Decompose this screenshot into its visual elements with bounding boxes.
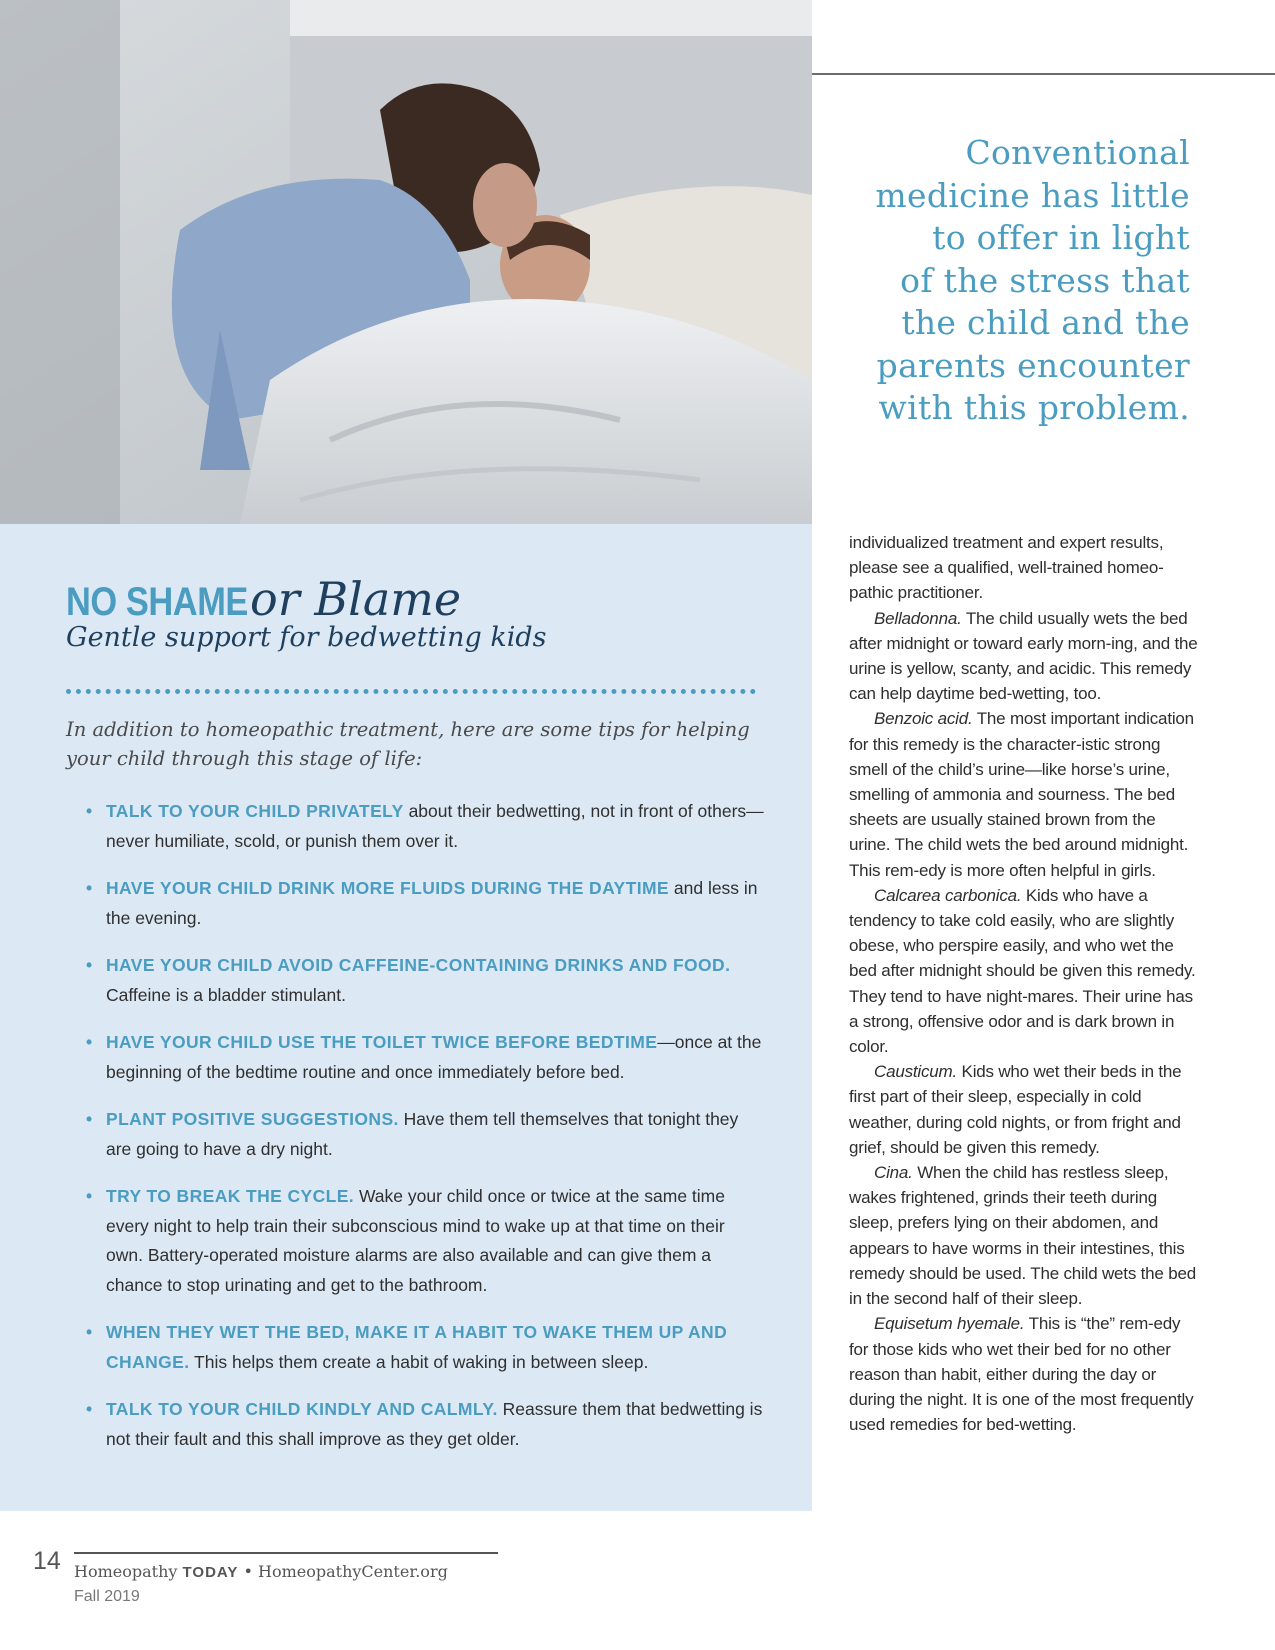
remedy-text: Kids who wet their beds in the first part of their sleep, especially in cold weather, during cold nights, or from fright and grief, should be given this remedy. xyxy=(849,1062,1182,1157)
pull-quote-line: the child and the xyxy=(901,303,1190,342)
remedy-paragraph xyxy=(849,883,1201,1059)
top-rule xyxy=(812,73,1275,75)
tip-body: —once at the beginning of the bedtime routine and once immediately before bed. xyxy=(106,1032,762,1082)
pull-quote-line: of the stress that xyxy=(900,260,1190,300)
article-column xyxy=(849,530,1201,1437)
tip-heading: TALK TO YOUR CHILD PRIVATELY xyxy=(106,801,404,821)
pull-quote-line: Conventional xyxy=(965,133,1190,172)
pull-quote xyxy=(830,132,1190,430)
tip-item xyxy=(86,1105,766,1164)
remedy-text: The child usually wets the bed after midnight or toward early morn-ing, and the urine is yellow, scanty, and acidic. This remedy can help daytime bed-wetting, too. xyxy=(849,608,1198,704)
footer-separator: • xyxy=(243,1562,253,1581)
remedy-paragraph xyxy=(849,1059,1201,1160)
remedy-paragraph xyxy=(849,706,1201,882)
tip-item xyxy=(86,874,766,933)
remedy-name: Cina. xyxy=(874,1163,913,1183)
dotted-divider xyxy=(66,689,756,694)
pull-quote-line: with this problem. xyxy=(878,388,1190,427)
website-link[interactable]: HomeopathyCenter.org xyxy=(258,1562,448,1581)
tip-body: Have them tell themselves that tonight they are going to have a dry night. xyxy=(106,1109,739,1159)
bullet-icon: • xyxy=(86,878,93,898)
tip-body: This helps them create a habit of waking in between sleep. xyxy=(189,1351,649,1372)
bullet-icon: • xyxy=(86,1186,93,1206)
article-paragraph: individualized treatment and expert results, please see a qualified, well-trained homeo-pathic practitioner. xyxy=(849,533,1164,603)
sidebar-title xyxy=(66,572,461,626)
sidebar-subtitle: Gentle support for bedwetting kids xyxy=(66,622,547,653)
remedy-paragraph xyxy=(849,606,1201,707)
remedy-paragraph xyxy=(849,1311,1201,1437)
sidebar-title-caps: NO SHAME xyxy=(66,580,248,624)
tip-body: Reassure them that bedwetting is not their fault and this shall improve as they get older. xyxy=(106,1399,763,1449)
page-number: 14 xyxy=(33,1547,61,1575)
footer-publication xyxy=(74,1562,448,1581)
sidebar-intro: In addition to homeopathic treatment, here are some tips for helping your child through this stage of life: xyxy=(66,718,750,770)
tips-list xyxy=(86,797,766,1454)
tip-item xyxy=(86,1028,766,1087)
tip-item xyxy=(86,1395,766,1454)
bullet-icon: • xyxy=(86,1109,93,1129)
bullet-icon: • xyxy=(86,955,93,975)
remedy-name: Causticum. xyxy=(874,1062,958,1082)
pull-quote-line: parents encounter xyxy=(876,345,1190,385)
magazine-name-bold: TODAY xyxy=(182,1564,239,1581)
remedy-name: Belladonna. xyxy=(874,608,962,628)
bullet-icon: • xyxy=(86,1322,93,1342)
tip-item xyxy=(86,1182,766,1300)
tip-item xyxy=(86,797,766,856)
issue-date: Fall 2019 xyxy=(74,1588,140,1605)
tip-heading: HAVE YOUR CHILD AVOID CAFFEINE-CONTAINING DRINKS AND FOOD. xyxy=(106,955,731,975)
pull-quote-line: to offer in light xyxy=(932,218,1190,257)
bullet-icon: • xyxy=(86,801,93,821)
tip-heading: WHEN THEY WET THE BED, MAKE IT A HABIT TO WAKE THEM UP AND CHANGE. xyxy=(106,1322,728,1372)
tip-heading: PLANT POSITIVE SUGGESTIONS. xyxy=(106,1109,399,1129)
remedy-paragraph xyxy=(849,1160,1201,1311)
bullet-icon: • xyxy=(86,1032,93,1052)
tip-item xyxy=(86,1318,766,1377)
magazine-name: Homeopathy xyxy=(74,1562,178,1581)
sidebar-title-script: or Blame xyxy=(250,572,462,626)
tip-heading: HAVE YOUR CHILD USE THE TOILET TWICE BEFORE BEDTIME xyxy=(106,1032,658,1052)
tip-heading: TRY TO BREAK THE CYCLE. xyxy=(106,1186,355,1206)
bullet-icon: • xyxy=(86,1399,93,1419)
tip-heading: TALK TO YOUR CHILD KINDLY AND CALMLY. xyxy=(106,1399,498,1419)
remedy-text: This is “the” rem-edy for those kids who wet their bed for no other reason than habit, either during the day or during the night. It is one of the most frequently used remedies for bed-wetting. xyxy=(849,1314,1194,1435)
tip-body: Caffeine is a bladder stimulant. xyxy=(106,984,346,1005)
remedy-text: When the child has restless sleep, wakes frightened, grinds their teeth during sleep, prefers lying on their abdomen, and appears to have worms in their intestines, this remedy should be used. The child wets the bed in the second half of their sleep. xyxy=(849,1163,1196,1309)
remedy-name: Calcarea carbonica. xyxy=(874,885,1022,905)
remedy-text: The most important indication for this remedy is the character-istic strong smell of the child’s urine—like horse’s urine, smelling of ammonia and sourness. The bed sheets are usually stained brown from the urine. The child wets the bed around midnight. This rem-edy is more often helpful in girls. xyxy=(849,709,1194,880)
tip-item xyxy=(86,951,766,1010)
hero-photo xyxy=(0,0,812,524)
bedroom-photo-illustration xyxy=(0,0,812,524)
remedy-text: Kids who have a tendency to take cold easily, who are slightly obese, who perspire easily, and who wet the bed after midnight should be given this remedy. They tend to have night-mares. Their urine has a strong, offensive odor and is dark brown in color. xyxy=(849,885,1196,1057)
pull-quote-line: medicine has little xyxy=(875,175,1190,215)
remedy-name: Benzoic acid. xyxy=(874,709,973,729)
tip-body: Wake your child once or twice at the same time every night to help train their subconscious mind to wake up at that time on their own. Battery-operated moisture alarms are also available and can give them a chance to stop urinating and get to the bathroom. xyxy=(106,1186,725,1295)
tip-body: about their bedwetting, not in front of others—never humiliate, scold, or punish them over it. xyxy=(106,801,764,851)
remedy-name: Equisetum hyemale. xyxy=(874,1314,1025,1334)
footer-rule xyxy=(74,1552,498,1554)
tip-heading: HAVE YOUR CHILD DRINK MORE FLUIDS DURING THE DAYTIME xyxy=(106,878,670,898)
tip-body: and less in the evening. xyxy=(106,878,758,928)
